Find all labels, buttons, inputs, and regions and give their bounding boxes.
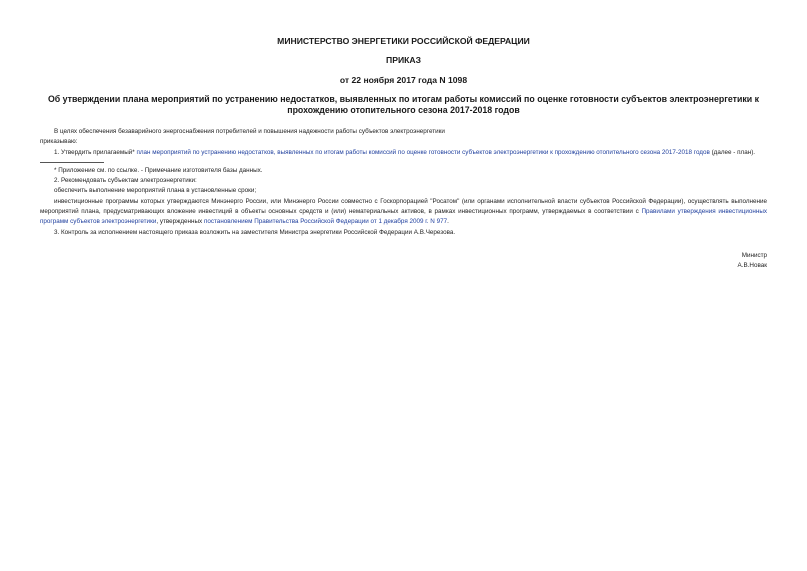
document-title: Об утверждении плана мероприятий по устранению недостатков, выявленных по итогам работы комиссий по оценке готовности субъектов электроэнергетики к прохождению отопительного сезона 2017-2018 годов bbox=[47, 94, 760, 115]
signature-name: А.В.Новак bbox=[737, 262, 767, 270]
signature-position: Министр bbox=[741, 252, 767, 259]
document-type-heading: ПРИКАЗ bbox=[386, 55, 421, 65]
item-3: 3. Контроль за исполнением настоящего приказа возложить на заместителя Министра энергетики Российской Федерации А.В.Черезова. bbox=[54, 228, 456, 236]
item-1-prefix: 1. Утвердить прилагаемый* bbox=[54, 148, 137, 156]
rules-link[interactable]: Правилами утверждения инвестиционных программ субъектов электроэнергетики bbox=[40, 208, 767, 226]
item-2-b bbox=[40, 197, 767, 228]
signature-block bbox=[738, 251, 767, 272]
date-number-heading: от 22 ноября 2017 года N 1098 bbox=[339, 75, 468, 85]
footnote-divider bbox=[40, 162, 104, 163]
item-2-b-part2: , утвержденных bbox=[156, 218, 204, 226]
plan-link[interactable]: план мероприятий по устранению недостатков, выявленных по итогам работы комиссий по оценке готовности субъектов электроэнергетики к прохождению отопительного сезона 2017-2018 годов bbox=[136, 148, 710, 156]
item-1 bbox=[40, 148, 767, 158]
item-2-b-end: . bbox=[447, 218, 449, 226]
footnote-text: * Приложение см. по ссылке. - Примечание изготовителя базы данных. bbox=[54, 166, 263, 174]
decree-link[interactable]: постановлением Правительства Российской Федерации от 1 декабря 2009 г. N 977 bbox=[203, 218, 448, 226]
item-1-suffix: (далее - план). bbox=[709, 148, 756, 156]
document-body bbox=[40, 127, 767, 238]
item-2-b-part1: инвестиционные программы которых утверждаются Минэнерго России, или Минэнерго России совместно с Госкорпорацией "Росатом" (или органами исполнительной власти субъектов Российской Федерации), осуществлять выполнение мероприятий плана, предусматривающих вложение инвестиций в объекты основных средств и (или) нематериальных активов, в рамках инвестиционных программ, утверждаемых в соответствии с bbox=[40, 197, 767, 216]
ministry-heading: МИНИСТЕРСТВО ЭНЕРГЕТИКИ РОССИЙСКОЙ ФЕДЕРАЦИИ bbox=[277, 36, 530, 46]
preamble-text: В целях обеспечения безаварийного энергоснабжения потребителей и повышения надежности работы субъектов электроэнергетики bbox=[54, 128, 445, 135]
order-word: приказываю: bbox=[40, 138, 78, 146]
item-2-a: обеспечить выполнение мероприятий плана в установленные сроки; bbox=[54, 187, 257, 195]
item-2: 2. Рекомендовать субъектам электроэнергетики: bbox=[54, 177, 197, 185]
